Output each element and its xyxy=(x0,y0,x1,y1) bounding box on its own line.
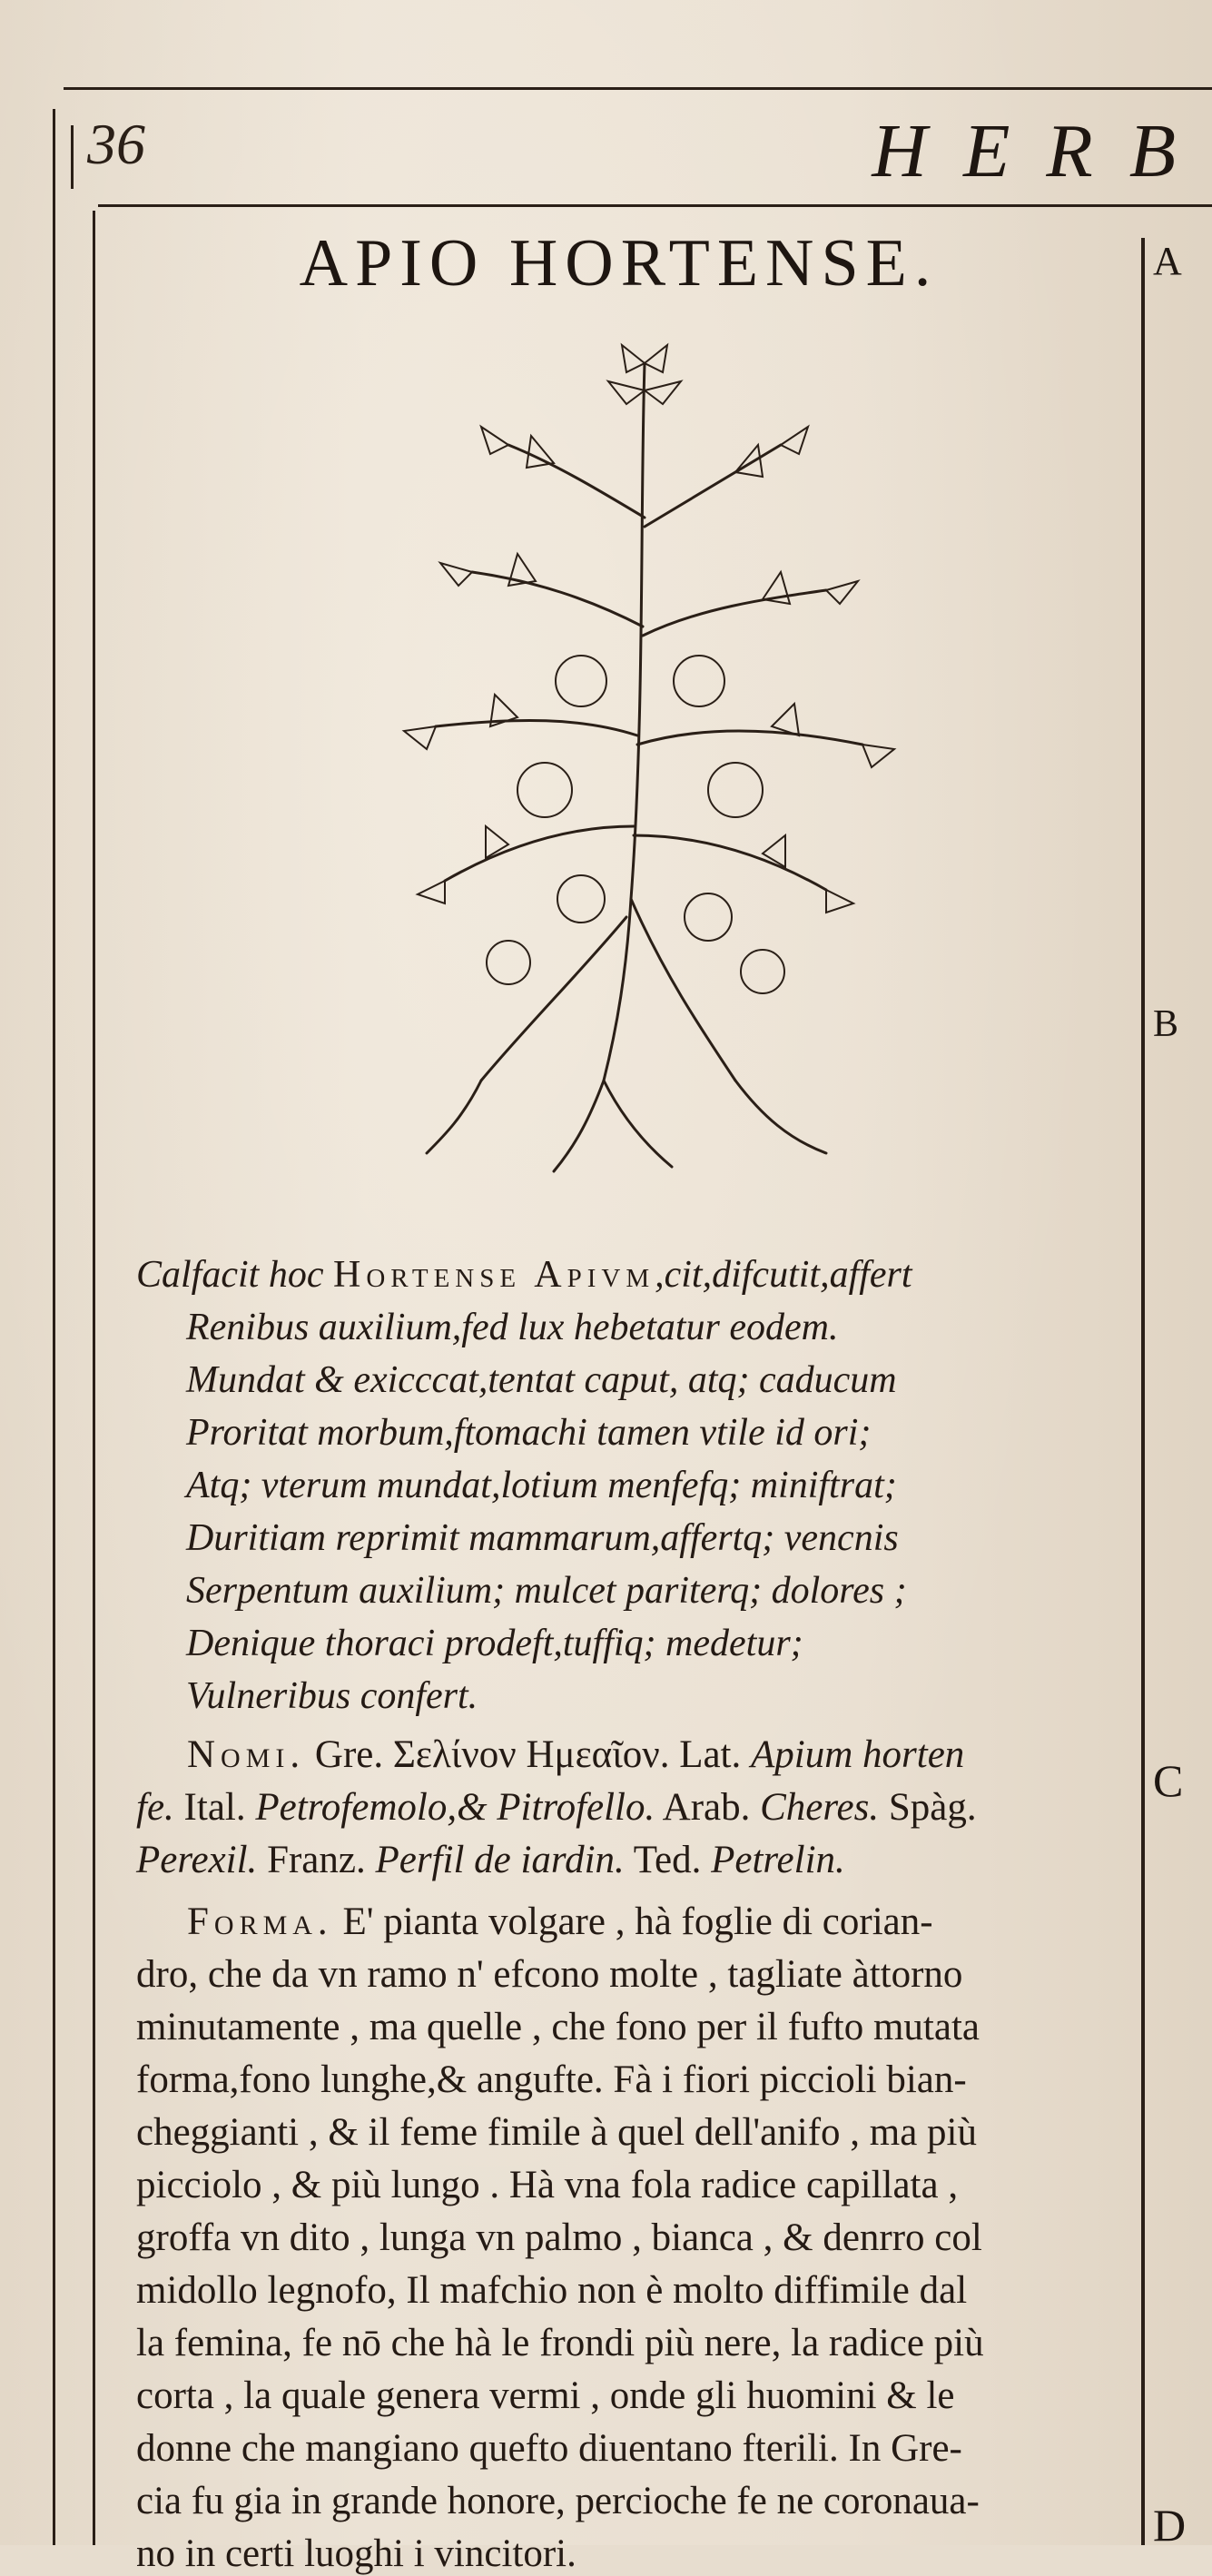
verse-line: Mundat & exicccat,tentat caput, atq; caducum xyxy=(186,1359,897,1401)
forma-line: forma,fono lunghe,& angufte. Fà i fiori piccioli bian- xyxy=(136,2058,967,2101)
plant-heading: APIO HORTENSE. xyxy=(299,226,939,301)
margin-letter-b: B xyxy=(1153,1003,1179,1045)
forma-line: la femina, fe nō che hà le frondi più nere, la radice più xyxy=(136,2322,984,2364)
forma-line: dro, che da vn ramo n' efcono molte , tagliate àttorno xyxy=(136,1953,963,1996)
margin-letter-d: D xyxy=(1153,2500,1187,2551)
verse-line: Denique thoraci prodeft,tuffiq; medetur; xyxy=(186,1623,803,1664)
verse-line: Atq; vterum mundat,lotium menfefq; miniftrat; xyxy=(186,1465,897,1506)
nomi-label: Nomi. xyxy=(187,1733,306,1776)
parsley-woodcut-illustration xyxy=(372,336,899,1189)
italian-name: Petrofemolo,& Pitrofello. xyxy=(255,1786,655,1829)
margin-letter-a: A xyxy=(1153,239,1182,283)
page-number-bar xyxy=(71,125,74,189)
margin-column-rule xyxy=(1141,238,1145,2545)
forma-line: minutamente , ma quelle , che fono per il fufto mutata xyxy=(136,2006,980,2048)
nomi-line-2: fe. Ital. Petrofemolo,& Pitrofello. Arab. Cheres. Spàg. xyxy=(136,1786,977,1829)
outer-left-border xyxy=(53,109,55,2545)
forma-line: cheggianti , & il feme fimile à quel dell'anifo , ma più xyxy=(136,2111,977,2154)
verse-line: Duritiam reprimit mammarum,affertq; vencnis xyxy=(186,1517,899,1559)
latin-name: Apium horten xyxy=(751,1733,965,1776)
greek-name: Σελίνον Ημεαῖον. xyxy=(392,1733,670,1776)
nomi-line-1: Nomi. Gre. Σελίνον Ημεαῖον. Lat. Apium horten xyxy=(187,1733,965,1776)
forma-line: corta , la quale genera vermi , onde gli huomini & le xyxy=(136,2374,955,2417)
verse-line: Vulneribus confert. xyxy=(186,1675,478,1717)
margin-letter-c: C xyxy=(1153,1755,1184,1806)
top-border-rule xyxy=(64,87,1212,90)
forma-label: Forma. xyxy=(187,1900,333,1943)
verse-line: Serpentum auxilium; mulcet pariterq; dolores ; xyxy=(186,1570,907,1612)
forma-line: picciolo , & più lungo . Hà vna fola radice capillata , xyxy=(136,2164,959,2206)
forma-line: groffa vn dito , lunga vn palmo , bianca , & denrro col xyxy=(136,2216,982,2259)
french-name: Perfil de iardin. xyxy=(375,1839,625,1881)
spanish-name: Perexil. xyxy=(136,1839,258,1881)
forma-line: midollo legnofo, Il mafchio non è molto diffimile dal xyxy=(136,2269,968,2312)
german-name: Petrelin. xyxy=(711,1839,845,1881)
header-underline-rule xyxy=(98,204,1212,207)
forma-line: no in certi luoghi i vincitori. xyxy=(136,2532,576,2575)
verse-line: Proritat morbum,ftomachi tamen vtile id ori; xyxy=(186,1412,872,1454)
verse-capitals: Hortense Apivm xyxy=(332,1254,655,1296)
running-header xyxy=(64,107,1212,198)
page-number: 36 xyxy=(87,112,145,176)
nomi-line-3: Perexil. Franz. Perfil de iardin. Ted. Petrelin. xyxy=(136,1839,845,1881)
forma-line-1: Forma. E' pianta volgare , hà foglie di corian- xyxy=(187,1900,933,1943)
verse-line: Renibus auxilium,fed lux hebetatur eodem. xyxy=(186,1307,839,1348)
arabic-name: Cheres. xyxy=(760,1786,880,1829)
verse-line-1: Calfacit hoc Hortense Apivm,cit,difcutit,affert xyxy=(136,1254,912,1296)
running-title: HERB xyxy=(872,109,1212,193)
forma-line: cia fu gia in grande honore, percioche fe ne coronaua- xyxy=(136,2480,980,2522)
inner-left-border xyxy=(93,211,95,2545)
forma-line: donne che mangiano quefto diuentano fterili. In Gre- xyxy=(136,2427,962,2470)
